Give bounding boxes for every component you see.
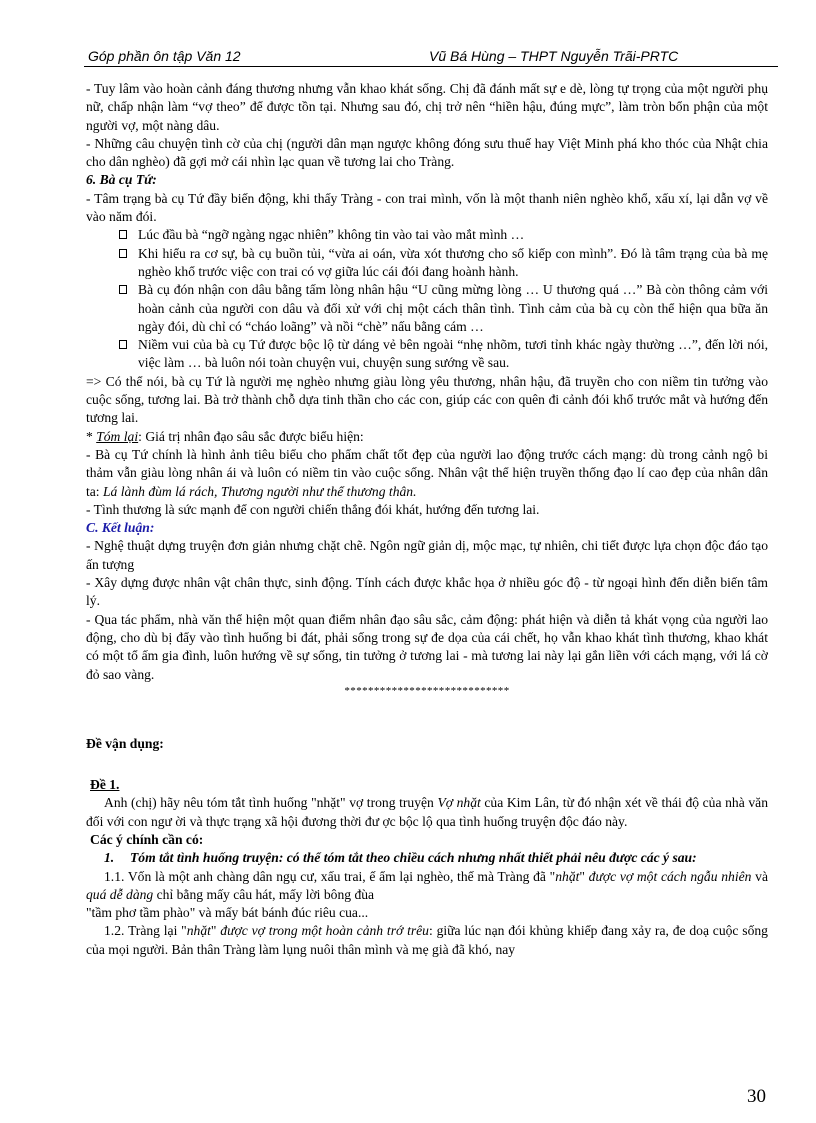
- paragraph-text: - Bà cụ Tứ chính là hình ảnh tiêu biểu cho phẩm chất tốt đẹp của người lao động trước cách mạng: dù trong cảnh ngộ bi thảm vẫn giàu lòng nhân ái và luôn có niềm tin vào cuộc sống. Nhân vật thể hiện truyền thống đạo lí cao đẹp của nhân dân ta:: [86, 446, 768, 499]
- numbered-point: [86, 849, 768, 867]
- bullet-item: [86, 336, 768, 373]
- paragraph: - Xây dựng được nhân vật chân thực, sinh động. Tính cách được khắc họa ở nhiều góc độ - từ ngoại hình đến diễn biến tâm lý.: [86, 575, 768, 609]
- sub-point-continuation: "tầm phơ tầm phào" và mấy bát bánh đúc riêu cua...: [86, 905, 369, 921]
- summary-label: Tóm lại: [96, 428, 139, 444]
- main-points-heading: Các ý chính cần có:: [90, 831, 204, 847]
- sub-point-text: 1.2. Tràng lại ": [104, 923, 187, 939]
- page-header: [84, 46, 778, 67]
- bullet-text: Lúc đầu bà “ngỡ ngàng ngạc nhiên” không tin vào tai vào mắt mình …: [138, 227, 525, 243]
- page-body: [86, 80, 768, 959]
- summary-line: [86, 428, 768, 446]
- question-heading: Đề 1.: [90, 777, 120, 793]
- question-text: [86, 794, 768, 831]
- paragraph: - Tình thương là sức mạnh để con người chiến thắng đói khát, hướng đến tương lai.: [86, 501, 540, 517]
- bullet-text: Niềm vui của bà cụ Tứ được bộc lộ từ dáng vẻ bên ngoài “nhẹ nhõm, tươi tỉnh khác ngày thường …”, đến lời nói, việc làm … bà luôn nói toàn chuyện vui, chuyện sung sướng về sau.: [138, 337, 768, 371]
- bullet-item: [86, 281, 768, 336]
- bullet-text: Khi hiểu ra cơ sự, bà cụ buồn tủi, “vừa ai oán, vừa xót thương cho số kiếp con mình”. Đó là tâm trạng của bà mẹ nghèo khổ trước việc con trai có vợ giữa lúc cái đói đang hoành hành.: [138, 245, 768, 279]
- asterisk-mark: *: [86, 428, 97, 444]
- sub-point-text: và: [751, 868, 768, 884]
- question-part: Anh (chị) hãy nêu tóm tắt tình huống "nhặt" vợ trong truyện: [104, 795, 438, 811]
- point-text: Tóm tắt tình huống truyện: có thể tóm tắt theo chiều cách nhưng nhất thiết phải nêu được các ý sau:: [130, 850, 697, 866]
- sub-point-text: 1.1. Vốn là một anh chàng dân ngụ cư, xấu trai, ế ẩm lại nghèo, thế mà Tràng đã ": [104, 868, 556, 884]
- checkbox-bullet-icon: [119, 340, 127, 349]
- proverb-text: Lá lành đùm lá rách, Thương người như thể thương thân.: [103, 483, 417, 499]
- checkbox-bullet-icon: [119, 285, 127, 294]
- sub-point: [86, 868, 768, 905]
- header-right: Vũ Bá Hùng – THPT Nguyễn Trãi-PRTC: [429, 48, 679, 64]
- checkbox-bullet-icon: [119, 230, 127, 239]
- paragraph: - Những câu chuyện tình cờ của chị (người dân mạn ngược không đóng sưu thuế hay Việt Minh phá kho thóc của Nhật chia cho dân nghèo) đã gợi mở cái nhìn lạc quan về tương lai cho Tràng.: [86, 135, 768, 170]
- emphasis-text: được vợ một cách ngẫu nhiên: [588, 868, 752, 884]
- exercise-heading: Đề vận dụng:: [86, 735, 164, 751]
- page-number: 30: [747, 1086, 766, 1107]
- paragraph: [86, 446, 768, 501]
- header-left: Góp phần ôn tập Văn 12: [88, 48, 241, 64]
- sub-point-text: chỉ bằng mấy câu hát, mấy lời bông đùa: [153, 886, 375, 902]
- separator-stars: ****************************: [344, 684, 510, 697]
- emphasis-text: quá dễ dàng: [86, 886, 154, 902]
- sub-point-text: ": [579, 868, 589, 884]
- checkbox-bullet-icon: [119, 249, 127, 258]
- summary-text: : Giá trị nhân đạo sâu sắc được biểu hiện:: [138, 428, 364, 444]
- conclusion-heading: C. Kết luận:: [86, 520, 155, 536]
- paragraph: - Tâm trạng bà cụ Tứ đầy biến động, khi thấy Tràng - con trai mình, vốn là một thanh niên nghèo khổ, xấu xí, lại dẫn vợ về vào năm đói.: [86, 190, 768, 225]
- bullet-text: Bà cụ đón nhận con dâu bằng tấm lòng nhân hậu “U cũng mừng lòng … U thương quá …” Bà còn thông cảm với hoàn cảnh của người con dâu và đối xử với chị một cách thân tình. Tình cảm của bà cụ còn thể hiện qua bữa ăn ngày đói, dù chỉ có “cháo loãng” và nồi “chè” nấu bằng cám …: [138, 282, 768, 334]
- sub-point-text: ": [210, 923, 221, 939]
- paragraph: - Qua tác phẩm, nhà văn thể hiện một quan điểm nhân đạo sâu sắc, cảm động: phát hiện và diễn tả khát vọng của người lao động, cho dù bị đẩy vào tình huống bi đát, phải sống trong sự đe dọa của cái chết, họ vẫn khao khát tình thương, khao khát có một tổ ấm gia đình, luôn hướng về sự sống, tin tưởng ở tương lai - mà tương lai này lại gắn liền với cách mạng, với lá cờ đỏ sao vàng.: [86, 611, 768, 682]
- section-heading: 6. Bà cụ Tứ:: [86, 172, 157, 188]
- emphasis-text: được vợ trong một hoàn cảnh trớ trêu: [220, 923, 429, 939]
- paragraph: => Có thể nói, bà cụ Tứ là người mẹ nghèo nhưng giàu lòng yêu thương, nhân hậu, đã truyền cho con niềm tin tưởng vào cuộc sống, tương lai. Bà trở thành chỗ dựa tinh thần cho các con, giúp các con quên đi cảnh đói khổ trước mắt và hướng đến tương lai.: [86, 373, 768, 426]
- point-number: 1.: [104, 850, 115, 866]
- sub-point-text: : giữa lúc nạn đói khủng khiếp đang xảy ra, đe doạ cuộc sống của mọi người. Bản thân Tràng làm lụng nuôi thân mình và mẹ già đã khó, nay: [86, 923, 768, 957]
- paragraph: - Tuy lâm vào hoàn cảnh đáng thương nhưng vẫn khao khát sống. Chị đã đánh mất sự e dè, lòng tự trọng của một người phụ nữ, chấp nhận làm “vợ theo” để được tồn tại. Nhưng sau đó, chị trở nên “hiền hậu, đúng mực”, làm tròn bổn phận của một người vợ, một nàng dâu.: [86, 81, 768, 133]
- bullet-item: [86, 226, 768, 244]
- paragraph: - Nghệ thuật dựng truyện đơn giản nhưng chặt chẽ. Ngôn ngữ giản dị, mộc mạc, tự nhiên, chi tiết được lựa chọn độc đáo tạo ấn tượng: [86, 538, 768, 572]
- story-title: Vợ nhặt: [437, 795, 481, 811]
- emphasis-text: nhặt: [186, 923, 211, 939]
- emphasis-text: nhặt: [555, 868, 580, 884]
- bullet-item: [86, 245, 768, 282]
- sub-point: [86, 922, 768, 959]
- question-part: của Kim Lân, từ đó nhận xét về thái độ của nhà văn đối với con ngư ời và thực trạng xã hội đương thời đư ợc bộc lộ qua tình huống truyện độc đáo này.: [86, 795, 768, 829]
